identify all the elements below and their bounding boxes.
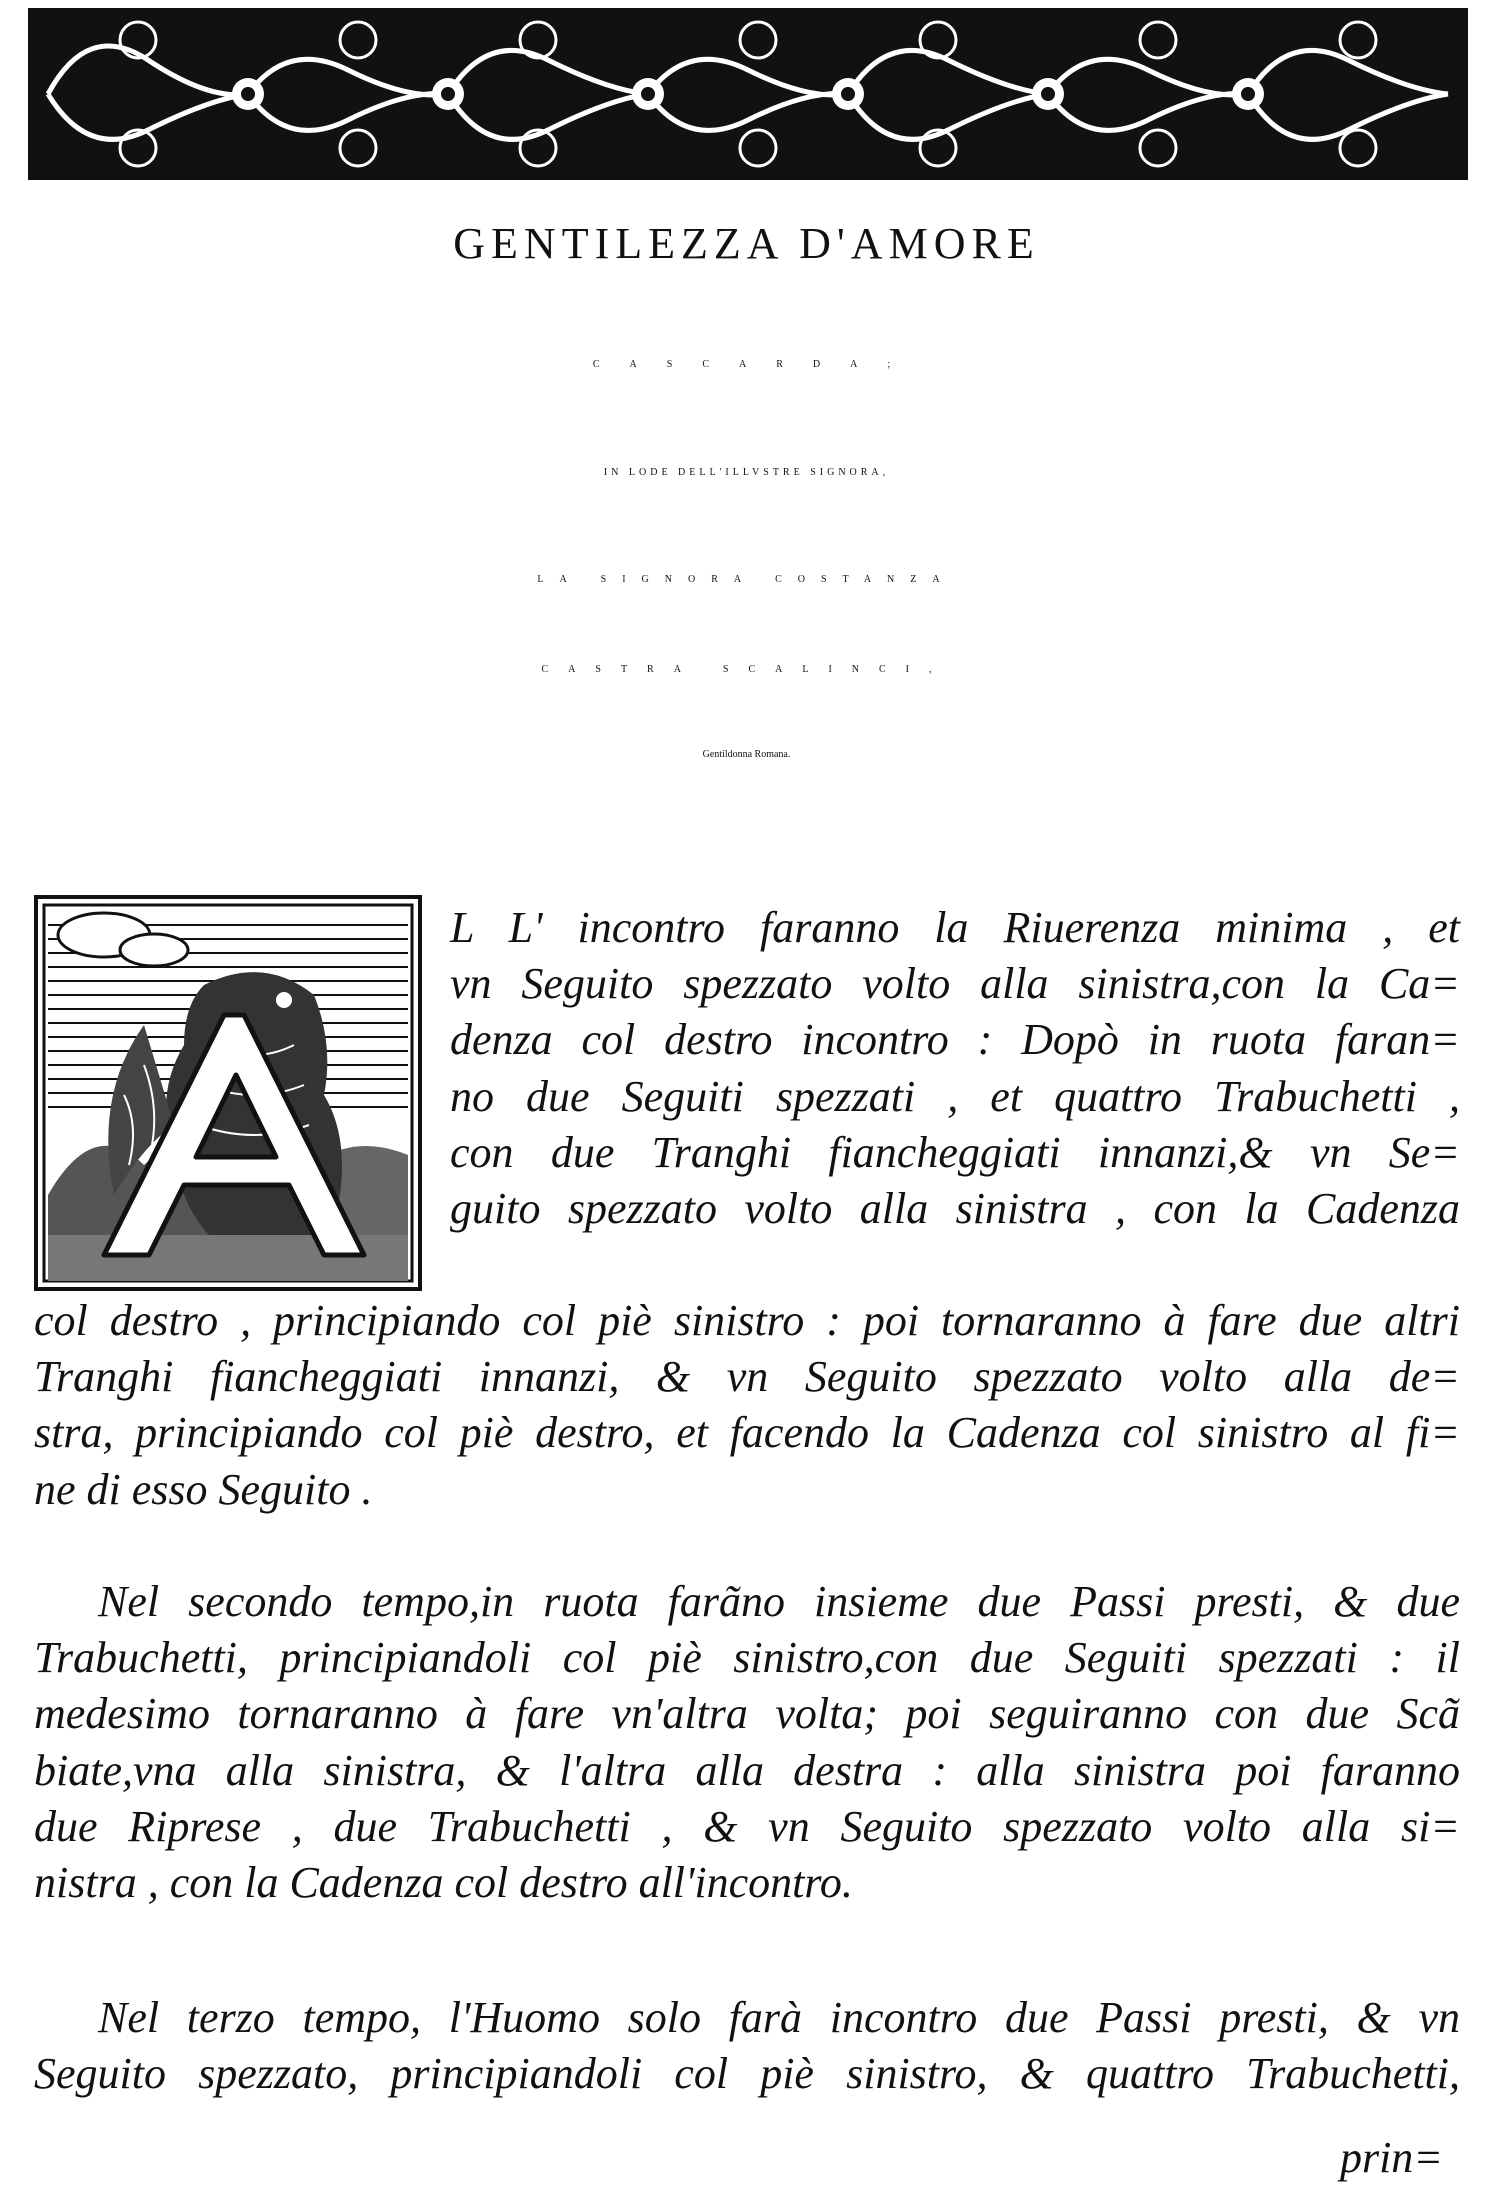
paragraph-1-opening bbox=[450, 900, 1460, 1237]
text-line: denza col destro incontro : Dopò in ruota faran= bbox=[450, 1015, 1460, 1065]
text-line: Nel secondo tempo,in ruota farãno insieme due Passi presti, & due bbox=[98, 1577, 1460, 1626]
text-line: medesimo tornaranno à fare vn'altra volta; poi seguiranno con due Scã bbox=[34, 1689, 1460, 1739]
dedication-line: IN LODE DELL'ILLVSTRE SIGNORA, bbox=[603, 467, 890, 478]
text-line: con due Tranghi fiancheggiati innanzi,& vn Se= bbox=[450, 1127, 1460, 1177]
dedicatee-rank: Gentildonna Romana. bbox=[702, 749, 791, 760]
dedicatee-surname: CASTRA SCALINCI, bbox=[541, 664, 952, 675]
text-line: vn Seguito spezzato volto alla sinistra,con la Ca= bbox=[450, 959, 1460, 1009]
text-line: Seguito spezzato, principiandoli col piè sinistro, & quattro Trabuchetti, bbox=[34, 2049, 1460, 2099]
text-line: L L' incontro faranno la Riuerenza minima , et bbox=[450, 903, 1460, 952]
text-line: Trabuchetti, principiandoli col piè sinistro,con due Seguiti spezzati : il bbox=[34, 1633, 1460, 1683]
text-line: Tranghi fiancheggiati innanzi, & vn Seguito spezzato volto alla de= bbox=[34, 1352, 1460, 1402]
catchword: prin= bbox=[1339, 2133, 1443, 2182]
paragraph-3 bbox=[34, 1990, 1460, 2102]
text-line: nistra , con la Cadenza col destro all'incontro. bbox=[34, 1858, 853, 1908]
text-line: no due Seguiti spezzati , et quattro Trabuchetti , bbox=[450, 1071, 1460, 1121]
text-line: biate,vna alla sinistra, & l'altra alla destra : alla sinistra poi faranno bbox=[34, 1745, 1460, 1795]
text-line: guito spezzato volto alla sinistra , con la Cadenza bbox=[450, 1184, 1460, 1234]
text-line: col destro , principiando col piè sinistro : poi tornaranno à fare due altri bbox=[34, 1296, 1460, 1345]
page-subtitle: CASCARDA; bbox=[592, 359, 921, 370]
ornamental-border-icon bbox=[28, 0, 1468, 188]
text-line: stra, principiando col piè destro, et facendo la Cadenza col sinistro al fi= bbox=[34, 1408, 1460, 1458]
text-line: Nel terzo tempo, l'Huomo solo farà incontro due Passi presti, & vn bbox=[98, 1993, 1460, 2042]
page-title: GENTILEZZA D'AMORE bbox=[453, 219, 1040, 268]
paragraph-2 bbox=[34, 1574, 1460, 1911]
dedicatee-name: LA SIGNORA COSTANZA bbox=[537, 574, 956, 585]
text-line: ne di esso Seguito . bbox=[34, 1464, 373, 1514]
paragraph-1-continuation bbox=[34, 1293, 1460, 1518]
text-line: due Riprese , due Trabuchetti , & vn Seguito spezzato volto alla si= bbox=[34, 1801, 1460, 1851]
eagle-woodcut-icon bbox=[34, 895, 422, 1291]
